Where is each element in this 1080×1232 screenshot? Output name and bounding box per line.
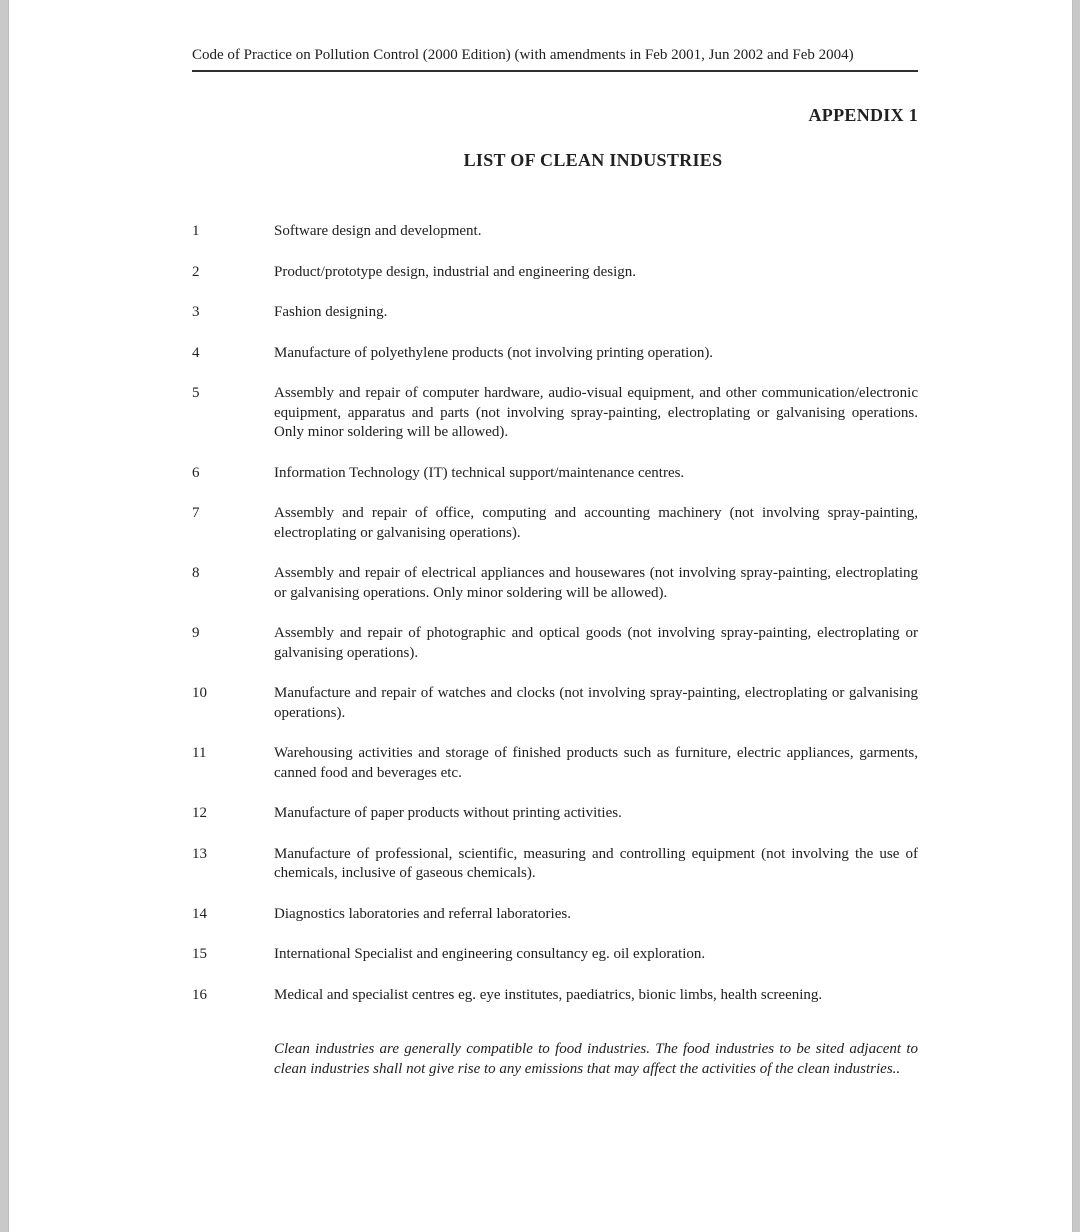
page-title: LIST OF CLEAN INDUSTRIES xyxy=(463,150,723,170)
list-item-text: Manufacture of paper products without printing activities. xyxy=(274,805,622,821)
list-item xyxy=(192,804,918,824)
list-item-text: Manufacture of professional, scientific, measuring and controlling equipment (not involving the use of chemicals, inclusive of gaseous chemicals). xyxy=(274,845,918,881)
list-item xyxy=(192,344,918,364)
list-item xyxy=(192,464,918,484)
clean-industries-list xyxy=(192,222,918,1079)
list-item-text: Manufacture of polyethylene products (not involving printing operation). xyxy=(274,344,714,361)
list-item-text: Warehousing activities and storage of finished products such as furniture, electric appliances, garments, canned food and beverages etc. xyxy=(274,745,918,781)
list-item xyxy=(192,845,918,884)
list-item-number: 7 xyxy=(192,505,200,521)
list-item-number: 5 xyxy=(192,385,200,401)
list-item-text: Assembly and repair of office, computing and accounting machinery (not involving spray-painting, electroplating or galvanising operations). xyxy=(274,505,918,541)
list-item-number: 12 xyxy=(192,805,207,821)
list-item xyxy=(192,945,918,965)
running-header-text: Code of Practice on Pollution Control (2000 Edition) (with amendments in Feb 2001, Jun 2002 and Feb 2004) xyxy=(192,47,854,63)
list-item xyxy=(192,263,918,283)
list-item-number: 6 xyxy=(192,464,200,481)
list-item xyxy=(192,222,918,242)
list-item xyxy=(192,504,918,543)
list-item-text: International Specialist and engineering consultancy eg. oil exploration. xyxy=(274,946,706,962)
list-item xyxy=(192,624,918,663)
list-item-number: 4 xyxy=(192,344,200,361)
list-item xyxy=(192,684,918,723)
list-item-number: 8 xyxy=(192,565,200,581)
list-item-text: Product/prototype design, industrial and engineering design. xyxy=(274,263,637,280)
list-item-number: 13 xyxy=(192,845,207,862)
list-item-number: 3 xyxy=(192,304,200,320)
viewer-left-edge xyxy=(0,0,9,1232)
list-item-number: 11 xyxy=(192,745,207,761)
list-item-number: 2 xyxy=(192,263,200,280)
list-item xyxy=(192,303,918,323)
list-item-text: Information Technology (IT) technical support/maintenance centres. xyxy=(274,464,685,481)
list-item xyxy=(192,744,918,783)
list-item-text: Diagnostics laboratories and referral laboratories. xyxy=(274,905,571,922)
list-item-number: 16 xyxy=(192,986,207,1003)
list-item-text: Software design and development. xyxy=(274,223,482,239)
running-header xyxy=(192,46,918,72)
list-item-text: Assembly and repair of electrical appliances and housewares (not involving spray-painting, electroplating or galvanising operations. Only minor soldering will be allowed). xyxy=(274,565,918,601)
list-item-number: 9 xyxy=(192,625,200,641)
list-item-number: 14 xyxy=(192,905,207,922)
list-item xyxy=(192,384,918,443)
list-item xyxy=(192,905,918,925)
list-item-number: 10 xyxy=(192,685,207,701)
list-item-text: Fashion designing. xyxy=(274,304,388,320)
list-item xyxy=(192,986,918,1006)
list-item xyxy=(192,564,918,603)
list-item-number: 1 xyxy=(192,223,200,239)
viewer-right-edge xyxy=(1072,0,1080,1232)
list-item-text: Assembly and repair of computer hardware, audio-visual equipment, and other communication/electronic equipment, apparatus and parts (not involving spray-painting, electroplating or galvanising operations. Only minor soldering will be allowed). xyxy=(274,385,918,440)
list-item-number: 15 xyxy=(192,946,207,962)
compatibility-note: Clean industries are generally compatible to food industries. The food industries to be sited adjacent to clean industries shall not give rise to any emissions that may affect the activities of the clean industries.. xyxy=(274,1041,918,1077)
list-item-text: Manufacture and repair of watches and clocks (not involving spray-painting, electroplating or galvanising operations). xyxy=(274,685,918,721)
appendix-label: APPENDIX 1 xyxy=(808,105,918,125)
list-item-text: Assembly and repair of photographic and optical goods (not involving spray-painting, electroplating or galvanising operations). xyxy=(274,625,918,661)
list-item-text: Medical and specialist centres eg. eye institutes, paediatrics, bionic limbs, health screening. xyxy=(274,986,823,1003)
